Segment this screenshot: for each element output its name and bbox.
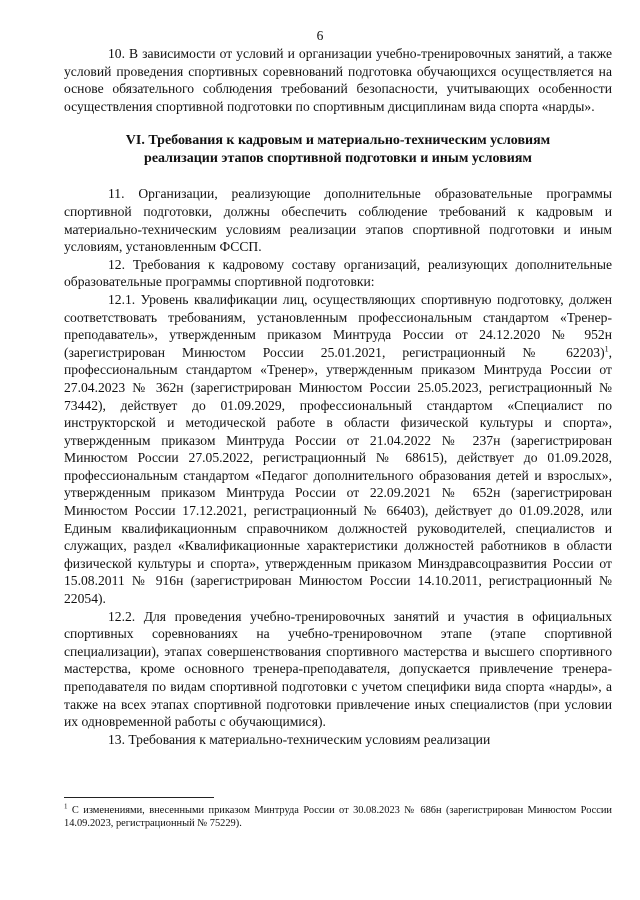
paragraph-12-1 [64,291,612,608]
paragraph-12: 12. Требования к кадровому составу организаций, реализующих дополнительные образовательные программы спортивной подготовки: [64,256,612,290]
paragraph-12-1-part-b: , профессиональным стандартом «Тренер», утвержденным приказом Минтруда России от 27.04.2023 № 362н (зарегистрирован Минюстом России 25.05.2023, регистрационный № 73442), действует до 01.09.2029, профессиональный стандартом «Специалист по инструкторской и методической работе в области физической культуры и спорта», утвержденным приказом Минтруда России от 21.04.2022 № 237н (зарегистрирован Минюстом России 27.05.2022, регистрационный № 68615), действует до 01.09.2028, профессиональным стандартом «Педагог дополнительного образования детей и взрослых», утвержденным приказом Минтруда России от 22.09.2021 № 652н (зарегистрирован Минюстом России 17.12.2021, регистрационный № 66403), действует до 01.09.2028, или Единым квалификационным справочником должностей руководителей, специалистов и служащих, раздел «Квалификационные характеристики должностей работников в области физической культуры и спорта», утвержденным приказом Минздравсоцразвития России от 15.08.2011 № 916н (зарегистрирован Минюстом России 14.10.2011, регистрационный № 22054). [64,344,612,607]
footnote-text: С изменениями, внесенными приказом Минтруда России от 30.08.2023 № 686н (зарегистрирован Минюстом России 14.09.2023, регистрационный № 75229). [64,805,612,829]
section-heading [64,132,612,168]
paragraph-12-1-part-a: 12.1. Уровень квалификации лиц, осуществляющих спортивную подготовку, должен соответствовать требованиям, установленным профессиональным стандартом «Тренер-преподаватель», утвержденным приказом Минтруда России от 24.12.2020 № 952н (зарегистрирован Минюстом России 25.01.2021, регистрационный № 62203) [64,291,612,360]
footnote [64,804,612,830]
footnote-marker: 1 [64,802,68,811]
paragraph-11: 11. Организации, реализующие дополнительные образовательные программы спортивной подготовки, должны обеспечить соблюдение требований к кадровым и материально-техническим условиям реализации этапов спортивной подготовки и иным условиям, установленным ФССП. [64,186,612,255]
footnote-divider [64,797,214,798]
footnote-reference: 1 [604,344,609,354]
document-body [64,45,612,748]
paragraph-13: 13. Требования к материально-техническим условиям реализации [108,731,491,747]
paragraph-10: 10. В зависимости от условий и организации учебно-тренировочных занятий, а также условий проведения спортивных соревнований подготовка обучающихся осуществляется на основе обязательного соблюдения требований безопасности, учитывающих особенности осуществления спортивной подготовки по спортивным дисциплинам вида спорта «нарды». [64,46,612,114]
page-number: 6 [316,28,324,43]
section-heading-line-2: реализации этапов спортивной подготовки и иным условиям [144,151,532,167]
section-heading-line-1: VI. Требования к кадровым и материально-техническим условиям [125,133,551,149]
paragraph-12-2: 12.2. Для проведения учебно-тренировочных занятий и участия в официальных спортивных соревнованиях на учебно-тренировочном этапе (этапе спортивной специализации), этапах совершенствования спортивного мастерства и высшего спортивного мастерства, кроме основного тренера-преподавателя, допускается привлечение тренера-преподавателя по видам спортивной подготовки с учетом специфики вида спорта «нарды», а также на всех этапах спортивной подготовки привлечение иных специалистов (при условии их одновременной работы с обучающимися). [64,608,612,730]
